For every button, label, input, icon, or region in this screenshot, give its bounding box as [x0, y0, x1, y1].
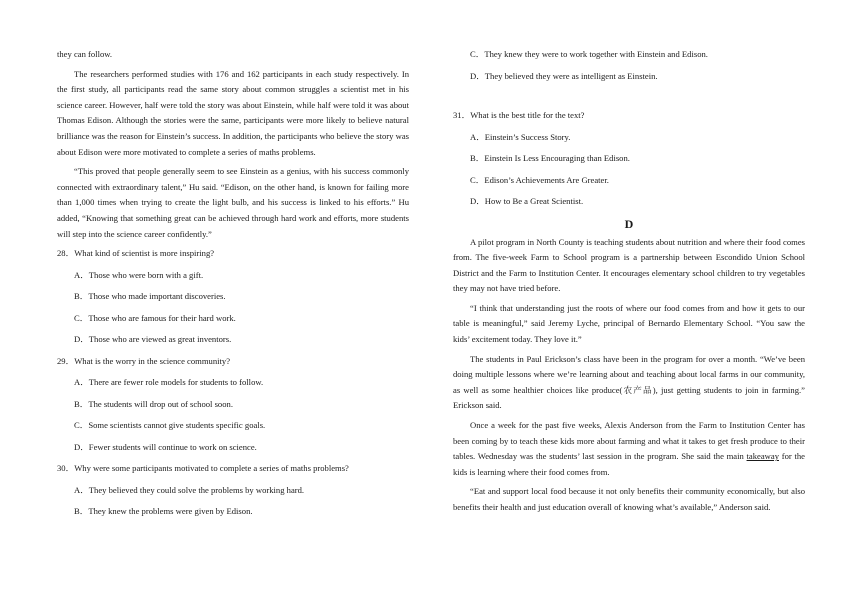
- passage-paragraph: [453, 418, 805, 480]
- passage-paragraph: “I think that understanding just the roots of where our food comes from and how it gets to our table is meaningful,” said Jeremy Lyche, principal of Bernardo Elementary School. “You saw the kids’ excitement today. They love it.”: [453, 302, 805, 345]
- passage-paragraph: The researchers performed studies with 176 and 162 participants in each study respectively. In the first study, all participants read the same story about common struggles a scientist met in his science career. However, half were told the story was about Einstein, while half were told it was about Thomas Edison. Although the stories were the same, participants were more likely to believe natural brilliance was the reason for Einstein’s success. In addition, the participants who believe the story was about Edison were more motivated to complete a series of maths problems.: [57, 68, 409, 157]
- paragraph-text: Once a week for the past five weeks, Alexis Anderson from the Farm to Institution Center has been coming by to teach these kids more about farming and what it takes to get fresh produce to their tables. Wednesday was the students’ last session in the program. She said the main: [453, 420, 805, 462]
- option-d: D．They believed they were as intelligent as Einstein.: [470, 70, 658, 81]
- option-c: C．Those who are famous for their hard work.: [74, 312, 236, 323]
- option-c: C．Some scientists cannot give students specific goals.: [74, 420, 266, 431]
- passage-paragraph: The students in Paul Erickson’s class have been in the program for over a month. “We’ve been doing multiple lessons where we’re learning about and teaching about local farms in our community, as well as some healthier choices like produce(农产品), just getting students to join in farming.” Erickson said.: [453, 353, 805, 411]
- left-column: [57, 47, 409, 526]
- option-d: D．How to Be a Great Scientist.: [470, 196, 584, 206]
- option-b: B．Those who made important discoveries.: [74, 291, 226, 302]
- question-28: [57, 246, 409, 347]
- question-stem: 29．What is the worry in the science community?: [57, 355, 231, 366]
- paragraph-text: for the kids is learning where their food comes from.: [453, 451, 805, 477]
- option-a: A．There are fewer role models for students to follow.: [74, 377, 264, 388]
- question-stem: 30．Why were some participants motivated to complete a series of maths problems?: [57, 463, 349, 474]
- spacer: [453, 90, 805, 108]
- section-heading: D: [624, 216, 634, 231]
- option-b: B．They knew the problems were given by Edison.: [74, 506, 253, 517]
- option-b: B．The students will drop out of school soon.: [74, 398, 233, 409]
- option-c: C．They knew they were to work together with Einstein and Edison.: [470, 49, 708, 59]
- question-30: [57, 461, 409, 519]
- passage-paragraph: A pilot program in North County is teaching students about nutrition and where their food comes from. The five-week Farm to School program is a partnership between Escondido Union School District and the Farm to Institution Center. It encourages elementary school children to try vegetables they may not have tried before.: [453, 236, 805, 294]
- option-a: A．They believed they could solve the problems by working hard.: [74, 484, 305, 495]
- option-a: A．Those who were born with a gift.: [74, 269, 204, 280]
- right-column: [453, 47, 805, 520]
- option-a: A．Einstein’s Success Story.: [470, 131, 571, 142]
- question-stem: 28．What kind of scientist is more inspiring?: [57, 248, 215, 259]
- question-29: [57, 354, 409, 455]
- passage-continuation: they can follow.: [57, 49, 113, 59]
- option-d: D．Fewer students will continue to work on science.: [74, 441, 257, 452]
- option-d: D．Those who are viewed as great inventors.: [74, 334, 232, 345]
- option-c: C．Edison’s Achievements Are Greater.: [470, 174, 609, 185]
- option-b: B．Einstein Is Less Encouraging than Edison.: [470, 153, 630, 163]
- passage-paragraph: “Eat and support local food because it not only benefits their community economically, but also benefits their health and just education overall of knowing what’s available,” Anderson said.: [453, 486, 805, 512]
- question-stem: 31．What is the best title for the text?: [453, 110, 585, 120]
- passage-paragraph: “This proved that people generally seem to see Einstein as a genius, with his success commonly connected with extraordinary talent,” Hu said. “Edison, on the other hand, is known for failing more than 1,000 times when trying to create the light bulb, and his success is linked to his efforts.” Hu added, “Knowing that something great can be achieved through hard work and efforts, more students will step into the science career confidently.”: [57, 166, 409, 239]
- underlined-word: takeaway: [746, 451, 779, 462]
- question-30-continued: [453, 47, 805, 84]
- question-31: [453, 108, 805, 209]
